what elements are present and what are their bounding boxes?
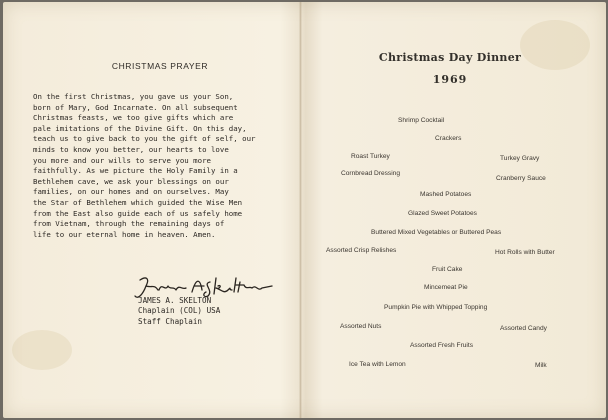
menu-item: Shrimp Cocktail xyxy=(398,117,445,124)
prayer-line: born of Mary, God Incarnate. On all subsequent xyxy=(33,102,238,112)
menu-item: Hot Rolls with Butter xyxy=(495,249,555,256)
paper-stain xyxy=(12,330,72,370)
menu-item: Milk xyxy=(535,362,547,369)
prayer-title: CHRISTMAS PRAYER xyxy=(111,61,209,71)
prayer-line: families, on our homes and on ourselves. May xyxy=(33,187,229,197)
signature-block xyxy=(138,296,220,327)
menu-item: Crackers xyxy=(435,135,462,142)
menu-item: Ice Tea with Lemon xyxy=(349,361,406,368)
signer-name: JAMES A. SKELTON xyxy=(138,296,212,305)
prayer-line: On the first Christmas, you gave us your Son, xyxy=(33,92,234,101)
prayer-line: pale imitations of the Divine Gift. On this day, xyxy=(33,123,247,133)
menu-item: Fruit Cake xyxy=(432,266,463,273)
prayer-line: teach us to give back to you the gift of self, our xyxy=(33,134,256,144)
prayer-line: life to our eternal home in heaven. Amen. xyxy=(33,229,216,239)
prayer-line: from the East also guide each of us safely home xyxy=(33,208,243,218)
menu-item: Cranberry Sauce xyxy=(496,175,546,182)
prayer-line: you more and our wills to serve you more xyxy=(33,155,211,165)
prayer-line: from Vietnam, through the remaining days of xyxy=(33,219,225,229)
menu-item: Assorted Nuts xyxy=(340,323,382,330)
menu-item: Assorted Fresh Fruits xyxy=(410,342,474,349)
menu-item: Glazed Sweet Potatoes xyxy=(408,210,477,217)
signer-rank: Chaplain (COL) USA xyxy=(138,306,221,316)
menu-item: Turkey Gravy xyxy=(500,155,540,162)
menu-item: Pumpkin Pie with Whipped Topping xyxy=(384,304,488,311)
menu-item: Mashed Potatoes xyxy=(420,191,472,198)
menu-item: Buttered Mixed Vegetables or Buttered Peas xyxy=(371,229,502,236)
signer-role: Staff Chaplain xyxy=(138,316,203,326)
menu-item: Mincemeat Pie xyxy=(424,284,468,291)
prayer-line: faithfully. As we picture the Holy Family in a xyxy=(33,166,238,176)
menu-item: Assorted Candy xyxy=(500,325,547,332)
prayer-body xyxy=(33,92,273,240)
menu-item: Roast Turkey xyxy=(351,153,390,160)
prayer-line: Bethlehem cave, we ask your blessings on our xyxy=(33,176,229,186)
menu-item: Assorted Crisp Relishes xyxy=(326,247,397,254)
menu-item: Cornbread Dressing xyxy=(341,170,401,177)
menu-title: Christmas Day Dinner xyxy=(378,51,522,64)
prayer-line: the Star of Bethlehem which guided the Wise Men xyxy=(33,197,243,207)
center-fold xyxy=(299,2,302,418)
prayer-line: minds to know you better, our hearts to love xyxy=(33,144,229,154)
prayer-line: Christmas feasts, we too give gifts which are xyxy=(33,113,234,123)
menu-year: 1969 xyxy=(432,73,468,86)
